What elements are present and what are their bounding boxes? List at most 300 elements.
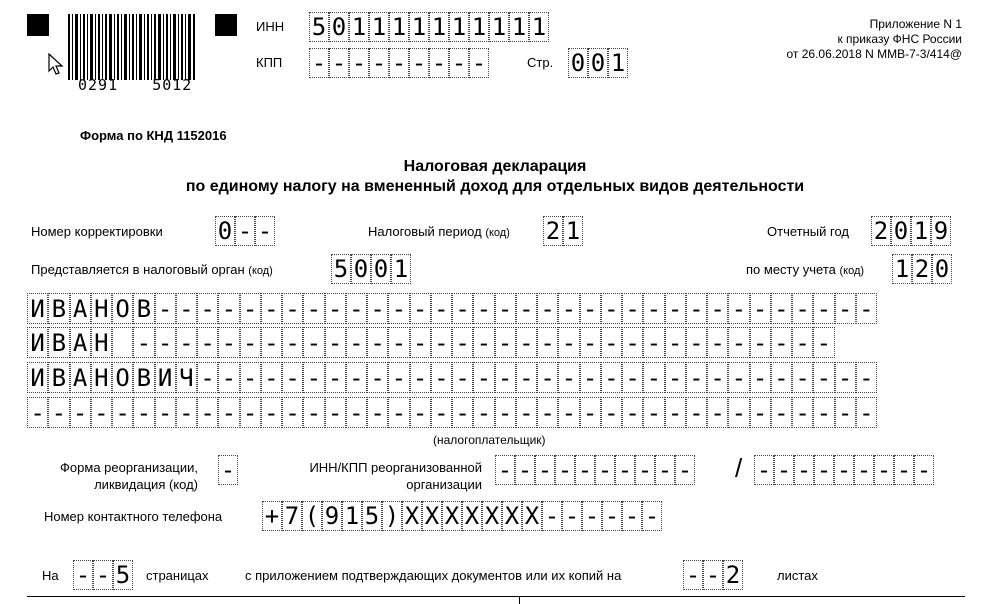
- char-cell: -: [325, 362, 346, 393]
- char-cell: -: [622, 293, 643, 324]
- char-cell: 1: [429, 12, 449, 42]
- char-cell: -: [601, 327, 622, 358]
- bottom-divider: [27, 596, 965, 597]
- char-cell: -: [703, 560, 723, 590]
- char-cell: -: [240, 397, 261, 428]
- char-cell: -: [303, 293, 324, 324]
- char-cell: -: [792, 327, 813, 358]
- char-cell: -: [27, 397, 48, 428]
- char-cell: Н: [91, 362, 112, 393]
- char-cell: -: [197, 327, 218, 358]
- char-cell: В: [48, 362, 69, 393]
- char-cell: -: [240, 293, 261, 324]
- char-cell: -: [813, 397, 834, 428]
- char-cell: -: [449, 48, 469, 78]
- char-cell: И: [155, 362, 176, 393]
- char-cell: -: [558, 362, 579, 393]
- char-cell: -: [240, 327, 261, 358]
- char-cell: -: [792, 362, 813, 393]
- char-cell: -: [473, 327, 494, 358]
- char-cell: X: [462, 501, 482, 531]
- char-cell: -: [282, 293, 303, 324]
- char-cell: 5: [362, 501, 382, 531]
- char-cell: [112, 327, 133, 358]
- char-cell: -: [575, 455, 595, 485]
- char-cell: -: [73, 560, 93, 590]
- kpp-label: КПП: [256, 55, 283, 70]
- char-cell: -: [665, 397, 686, 428]
- char-cell: -: [469, 48, 489, 78]
- char-cell: -: [155, 327, 176, 358]
- char-cell: -: [516, 327, 537, 358]
- char-cell: -: [431, 362, 452, 393]
- char-cell: -: [562, 501, 582, 531]
- authority-label: [31, 262, 273, 277]
- char-cell: -: [410, 327, 431, 358]
- char-cell: -: [665, 327, 686, 358]
- char-cell: -: [601, 293, 622, 324]
- char-cell: -: [495, 293, 516, 324]
- char-cell: -: [675, 455, 695, 485]
- char-cell: -: [686, 293, 707, 324]
- char-cell: -: [261, 293, 282, 324]
- char-cell: -: [176, 293, 197, 324]
- char-cell: -: [388, 293, 409, 324]
- char-cell: -: [707, 362, 728, 393]
- char-cell: В: [48, 327, 69, 358]
- char-cell: -: [282, 327, 303, 358]
- char-cell: -: [516, 293, 537, 324]
- char-cell: -: [349, 48, 369, 78]
- char-cell: В: [133, 362, 154, 393]
- char-cell: 1: [469, 12, 489, 42]
- char-cell: -: [495, 455, 515, 485]
- inn-label: ИНН: [256, 19, 285, 34]
- char-cell: 2: [871, 216, 891, 246]
- taxpayer-caption: (налогоплательщик): [433, 433, 546, 447]
- char-cell: -: [452, 362, 473, 393]
- char-cell: -: [707, 293, 728, 324]
- char-cell: -: [410, 293, 431, 324]
- char-cell: -: [813, 327, 834, 358]
- surname-row: [27, 293, 877, 324]
- char-cell: -: [728, 397, 749, 428]
- char-cell: О: [112, 293, 133, 324]
- char-cell: -: [346, 327, 367, 358]
- char-cell: В: [48, 293, 69, 324]
- char-cell: -: [750, 327, 771, 358]
- char-cell: 2: [912, 254, 932, 284]
- char-cell: -: [473, 293, 494, 324]
- char-cell: -: [515, 455, 535, 485]
- correction-label: Номер корректировки: [31, 224, 163, 239]
- char-cell: -: [93, 560, 113, 590]
- char-cell: 9: [931, 216, 951, 246]
- correction-cells: [215, 216, 275, 246]
- char-cell: И: [27, 293, 48, 324]
- char-cell: -: [814, 455, 834, 485]
- char-cell: А: [70, 327, 91, 358]
- char-cell: -: [750, 397, 771, 428]
- char-cell: 1: [509, 12, 529, 42]
- reorg-label-line-2: ликвидация (код): [94, 477, 198, 492]
- char-cell: -: [218, 362, 239, 393]
- char-cell: 7: [282, 501, 302, 531]
- title-line-2: по единому налогу на вмененный доход для отдельных видов деятельности: [185, 178, 805, 195]
- char-cell: 1: [608, 48, 628, 78]
- char-cell: -: [792, 397, 813, 428]
- char-cell: -: [325, 327, 346, 358]
- char-cell: -: [707, 327, 728, 358]
- char-cell: -: [112, 397, 133, 428]
- char-cell: -: [282, 397, 303, 428]
- period-label-hint: (код): [485, 227, 510, 239]
- char-cell: -: [261, 397, 282, 428]
- char-cell: -: [197, 362, 218, 393]
- appendix-line-1: Приложение N 1: [869, 17, 962, 31]
- char-cell: -: [771, 397, 792, 428]
- char-cell: -: [602, 501, 622, 531]
- char-cell: И: [27, 362, 48, 393]
- barcode-number-right: 5012: [152, 76, 193, 94]
- char-cell: -: [582, 501, 602, 531]
- char-cell: -: [558, 293, 579, 324]
- char-cell: -: [452, 327, 473, 358]
- char-cell: -: [771, 327, 792, 358]
- char-cell: -: [367, 362, 388, 393]
- char-cell: -: [325, 293, 346, 324]
- char-cell: 5: [113, 560, 133, 590]
- appendix-line-3: от 26.06.2018 N ММВ-7-3/414@: [786, 47, 962, 61]
- mouse-cursor-icon: [48, 53, 64, 77]
- char-cell: -: [835, 397, 856, 428]
- kpp-cells: [309, 48, 489, 78]
- char-cell: -: [655, 455, 675, 485]
- registration-mark-left: [27, 14, 49, 36]
- char-cell: -: [835, 362, 856, 393]
- char-cell: -: [643, 293, 664, 324]
- char-cell: Н: [91, 327, 112, 358]
- char-cell: 0: [588, 48, 608, 78]
- char-cell: -: [686, 362, 707, 393]
- char-cell: -: [369, 48, 389, 78]
- char-cell: -: [856, 397, 877, 428]
- reorg-inn-label-line-1: ИНН/КПП реорганизованной: [309, 460, 482, 475]
- char-cell: -: [282, 362, 303, 393]
- reorg-slash: /: [735, 453, 743, 483]
- char-cell: -: [255, 216, 275, 246]
- authority-label-text: Представляется в налоговый орган: [31, 262, 245, 277]
- char-cell: -: [665, 362, 686, 393]
- char-cell: -: [537, 327, 558, 358]
- place-cells: [892, 254, 952, 284]
- char-cell: -: [794, 455, 814, 485]
- char-cell: -: [856, 293, 877, 324]
- char-cell: -: [774, 455, 794, 485]
- authority-label-hint: (код): [248, 265, 273, 277]
- char-cell: -: [133, 397, 154, 428]
- char-cell: 0: [215, 216, 235, 246]
- char-cell: Н: [91, 293, 112, 324]
- char-cell: -: [771, 293, 792, 324]
- page-label: Стр.: [527, 55, 554, 70]
- char-cell: -: [495, 362, 516, 393]
- place-label-text: по месту учета: [746, 262, 836, 277]
- char-cell: -: [580, 293, 601, 324]
- form-code: Форма по КНД 1152016: [80, 128, 227, 143]
- char-cell: -: [642, 501, 662, 531]
- period-label-text: Налоговый период: [368, 224, 482, 239]
- char-cell: -: [346, 293, 367, 324]
- char-cell: -: [452, 293, 473, 324]
- char-cell: X: [442, 501, 462, 531]
- char-cell: -: [176, 397, 197, 428]
- char-cell: -: [303, 362, 324, 393]
- char-cell: -: [495, 397, 516, 428]
- period-label: [368, 224, 510, 239]
- char-cell: 1: [489, 12, 509, 42]
- char-cell: -: [70, 397, 91, 428]
- patronymic-row: [27, 362, 877, 393]
- char-cell: -: [218, 293, 239, 324]
- char-cell: 0: [891, 216, 911, 246]
- char-cell: -: [595, 455, 615, 485]
- char-cell: -: [894, 455, 914, 485]
- char-cell: 1: [349, 12, 369, 42]
- char-cell: -: [388, 362, 409, 393]
- char-cell: -: [155, 293, 176, 324]
- char-cell: -: [367, 293, 388, 324]
- page-cells: [568, 48, 628, 78]
- char-cell: -: [197, 293, 218, 324]
- period-cells: [543, 216, 583, 246]
- extra-name-row: [27, 397, 877, 428]
- char-cell: -: [516, 397, 537, 428]
- place-label: [746, 262, 864, 277]
- char-cell: А: [70, 362, 91, 393]
- char-cell: 1: [391, 254, 411, 284]
- char-cell: 1: [563, 216, 583, 246]
- reorg-inn-label: [272, 459, 482, 493]
- char-cell: 0: [351, 254, 371, 284]
- char-cell: 1: [911, 216, 931, 246]
- char-cell: -: [643, 362, 664, 393]
- char-cell: 0: [329, 12, 349, 42]
- pages-cells: [73, 560, 133, 590]
- char-cell: 1: [529, 12, 549, 42]
- char-cell: -: [367, 327, 388, 358]
- char-cell: -: [303, 327, 324, 358]
- char-cell: -: [622, 501, 642, 531]
- char-cell: 1: [389, 12, 409, 42]
- phone-cells: [262, 501, 662, 531]
- char-cell: -: [555, 455, 575, 485]
- char-cell: -: [367, 397, 388, 428]
- char-cell: -: [622, 362, 643, 393]
- char-cell: И: [27, 327, 48, 358]
- char-cell: -: [643, 397, 664, 428]
- char-cell: -: [728, 362, 749, 393]
- char-cell: -: [452, 397, 473, 428]
- char-cell: 0: [932, 254, 952, 284]
- char-cell: -: [409, 48, 429, 78]
- char-cell: -: [771, 362, 792, 393]
- char-cell: -: [218, 455, 238, 485]
- reorg-label: [30, 459, 198, 493]
- char-cell: -: [856, 362, 877, 393]
- char-cell: -: [622, 397, 643, 428]
- reorg-kpp-cells: [754, 455, 934, 485]
- char-cell: -: [431, 293, 452, 324]
- char-cell: -: [346, 397, 367, 428]
- char-cell: 0: [568, 48, 588, 78]
- barcode: [68, 14, 198, 96]
- char-cell: -: [218, 397, 239, 428]
- char-cell: -: [329, 48, 349, 78]
- char-cell: X: [422, 501, 442, 531]
- char-cell: -: [410, 362, 431, 393]
- pages-prefix: На: [42, 568, 59, 583]
- char-cell: -: [686, 397, 707, 428]
- barcode-bars-icon: [68, 14, 198, 80]
- char-cell: -: [622, 327, 643, 358]
- char-cell: -: [91, 397, 112, 428]
- char-cell: 2: [723, 560, 743, 590]
- barcode-number-left: 0291: [78, 76, 119, 94]
- char-cell: -: [261, 327, 282, 358]
- phone-label: Номер контактного телефона: [44, 509, 223, 524]
- char-cell: -: [537, 362, 558, 393]
- char-cell: 9: [322, 501, 342, 531]
- char-cell: -: [835, 293, 856, 324]
- char-cell: -: [580, 397, 601, 428]
- char-cell: -: [558, 327, 579, 358]
- char-cell: -: [615, 455, 635, 485]
- char-cell: -: [133, 327, 154, 358]
- char-cell: -: [346, 362, 367, 393]
- char-cell: -: [854, 455, 874, 485]
- char-cell: -: [580, 327, 601, 358]
- char-cell: -: [728, 327, 749, 358]
- char-cell: -: [914, 455, 934, 485]
- char-cell: -: [309, 48, 329, 78]
- year-label: Отчетный год: [767, 224, 849, 239]
- char-cell: -: [495, 327, 516, 358]
- char-cell: -: [750, 293, 771, 324]
- docs-cells: [683, 560, 743, 590]
- char-cell: -: [410, 397, 431, 428]
- appendix-line-2: к приказу ФНС России: [837, 32, 962, 46]
- char-cell: 1: [409, 12, 429, 42]
- first-name-row: [27, 327, 835, 358]
- char-cell: -: [537, 293, 558, 324]
- char-cell: 1: [369, 12, 389, 42]
- docs-label: с приложением подтверждающих документов или их копий на: [245, 568, 622, 583]
- char-cell: X: [482, 501, 502, 531]
- char-cell: -: [686, 327, 707, 358]
- char-cell: -: [325, 397, 346, 428]
- char-cell: +: [262, 501, 282, 531]
- char-cell: -: [834, 455, 854, 485]
- char-cell: 2: [543, 216, 563, 246]
- char-cell: -: [728, 293, 749, 324]
- char-cell: -: [388, 397, 409, 428]
- reorg-inn-label-line-2: организации: [406, 477, 482, 492]
- char-cell: X: [522, 501, 542, 531]
- char-cell: -: [176, 327, 197, 358]
- char-cell: -: [235, 216, 255, 246]
- char-cell: -: [388, 327, 409, 358]
- char-cell: -: [197, 397, 218, 428]
- char-cell: -: [754, 455, 774, 485]
- reorg-cells: [218, 455, 238, 485]
- char-cell: -: [635, 455, 655, 485]
- char-cell: -: [240, 362, 261, 393]
- char-cell: -: [874, 455, 894, 485]
- char-cell: 1: [892, 254, 912, 284]
- char-cell: (: [302, 501, 322, 531]
- char-cell: -: [813, 293, 834, 324]
- char-cell: 5: [331, 254, 351, 284]
- char-cell: О: [112, 362, 133, 393]
- char-cell: X: [502, 501, 522, 531]
- char-cell: -: [643, 327, 664, 358]
- char-cell: 1: [342, 501, 362, 531]
- appendix-note: [786, 17, 962, 62]
- registration-mark-right: [215, 14, 237, 36]
- char-cell: -: [537, 397, 558, 428]
- authority-cells: [331, 254, 411, 284]
- char-cell: -: [429, 48, 449, 78]
- char-cell: X: [402, 501, 422, 531]
- char-cell: -: [431, 397, 452, 428]
- char-cell: В: [133, 293, 154, 324]
- char-cell: А: [70, 293, 91, 324]
- char-cell: -: [261, 362, 282, 393]
- char-cell: ): [382, 501, 402, 531]
- char-cell: -: [535, 455, 555, 485]
- year-cells: [871, 216, 951, 246]
- char-cell: -: [601, 397, 622, 428]
- char-cell: -: [601, 362, 622, 393]
- place-label-hint: (код): [839, 265, 865, 277]
- char-cell: -: [516, 362, 537, 393]
- char-cell: -: [665, 293, 686, 324]
- char-cell: -: [155, 397, 176, 428]
- char-cell: -: [750, 362, 771, 393]
- char-cell: -: [218, 327, 239, 358]
- pages-suffix: страницах: [146, 568, 209, 583]
- char-cell: -: [473, 397, 494, 428]
- inn-cells: [309, 12, 549, 42]
- char-cell: 1: [449, 12, 469, 42]
- char-cell: -: [542, 501, 562, 531]
- char-cell: 5: [309, 12, 329, 42]
- reorg-label-line-1: Форма реорганизации,: [60, 460, 198, 475]
- char-cell: -: [792, 293, 813, 324]
- reorg-inn-cells: [495, 455, 695, 485]
- char-cell: -: [303, 397, 324, 428]
- char-cell: -: [813, 362, 834, 393]
- char-cell: 0: [371, 254, 391, 284]
- char-cell: -: [473, 362, 494, 393]
- char-cell: Ч: [176, 362, 197, 393]
- char-cell: -: [580, 362, 601, 393]
- char-cell: -: [707, 397, 728, 428]
- char-cell: -: [558, 397, 579, 428]
- char-cell: -: [683, 560, 703, 590]
- char-cell: -: [48, 397, 69, 428]
